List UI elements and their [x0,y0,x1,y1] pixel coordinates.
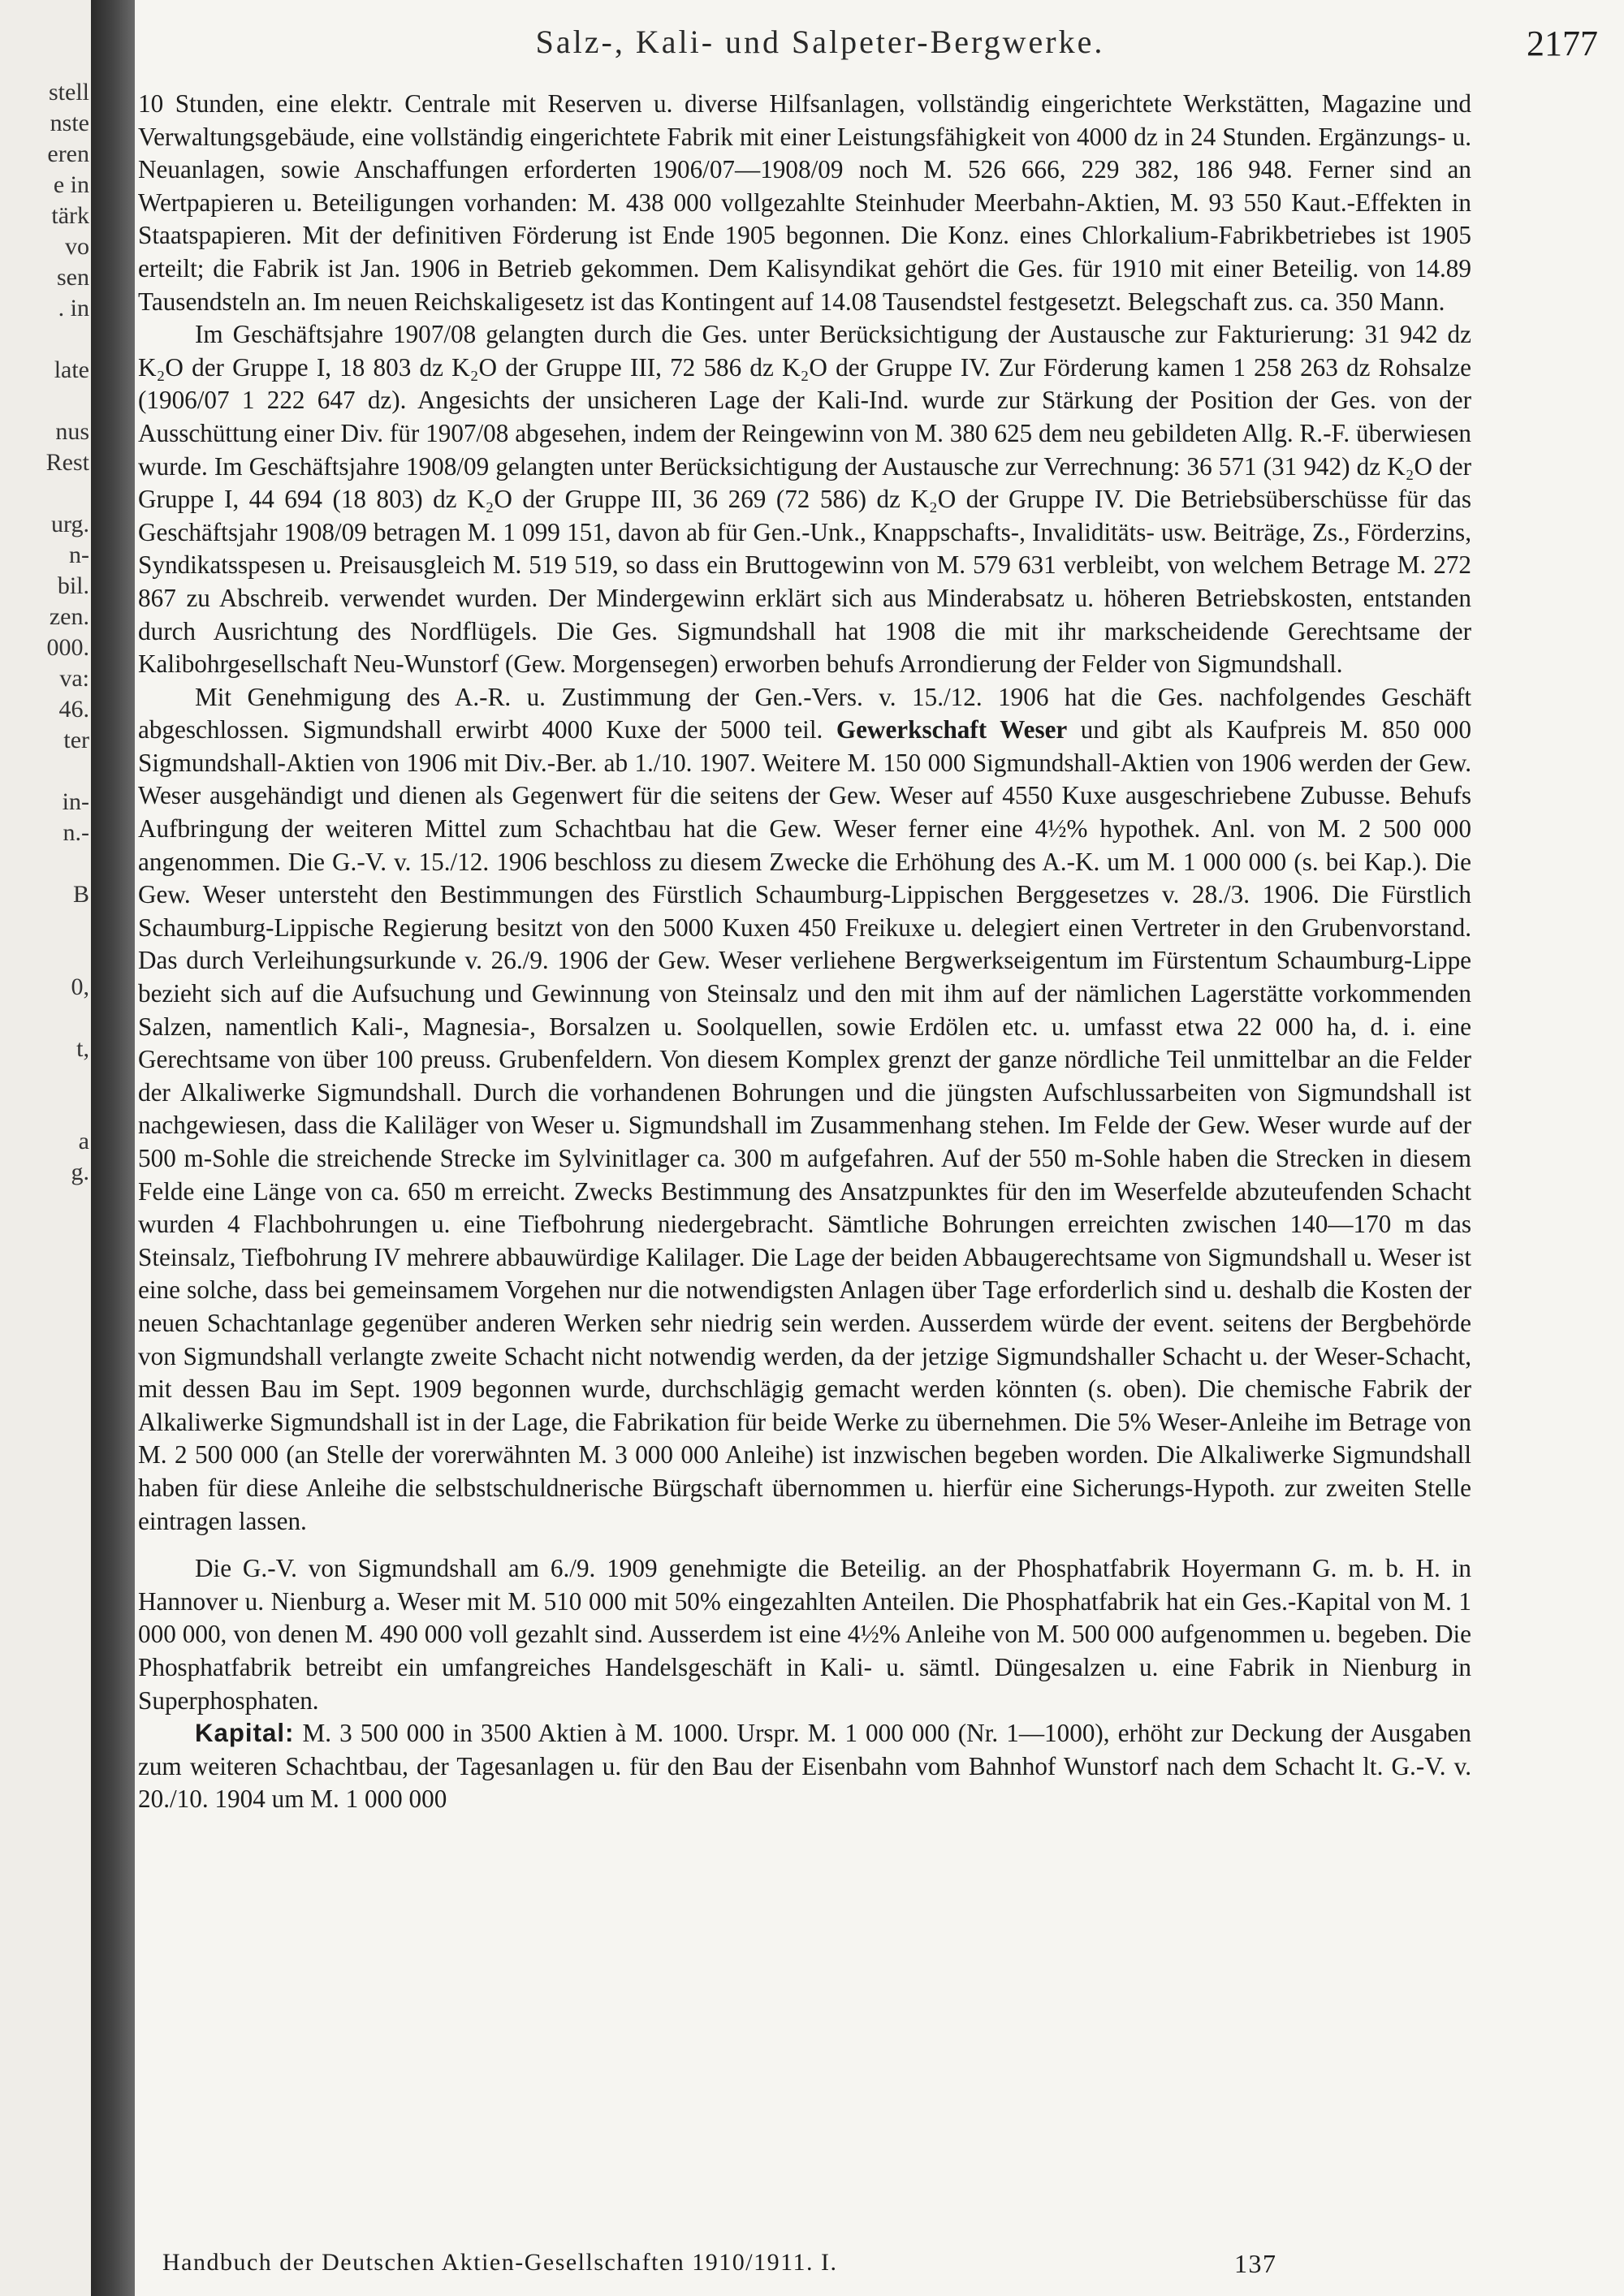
facing-page-fragment: vo [65,233,89,260]
facing-page-fragment: va: [59,665,89,692]
facing-page-fragment: Rest [45,449,89,476]
facing-page-fragment [2,1404,89,1435]
paragraph-capital [138,1717,1471,1816]
facing-page-fragment: g. [71,1159,89,1185]
facing-page-fragment [2,1435,89,1465]
page-body [138,88,1471,1816]
facing-page-fragment [2,1311,89,1342]
facing-page-fragment: nus [55,418,89,445]
facing-page-text-fragments [2,77,89,1465]
facing-page-fragment [2,1188,89,1219]
facing-page-fragment: B [72,881,89,908]
facing-page-fragment [2,1003,89,1034]
facing-page-fragment [2,910,89,941]
paragraph-phosphate-factory: Die G.-V. von Sigmundshall am 6./9. 1909 genehmigte die Beteilig. an der Phosphatfabrik Hoyermann G. m. b. H. in Hannover u. Nienburg a. Weser mit M. 510 000 mit 50% eingezahlten Anteilen. Die Phosphatfabrik hat ein Ges.-Kapital von M. 1 000 000, von denen M. 490 000 voll gezahlt sind. Ausserdem ist eine 4½% Anleihe von M. 500 000 aufgenommen u. begeben. Die Phosphatfabrik betreibt ein umfangreiches Handelsgeschäft in Kali- u. sämtl. Düngesalzen u. eine Fabrik in Nienburg in Superphosphaten. [138,1554,1471,1715]
facing-page-fragment: 46. [58,696,89,723]
facing-page-fragment: 0, [71,973,89,1000]
facing-page-fragment: n.- [63,819,89,846]
paragraph-text-before: Mit Genehmigung des A.-R. u. Zustimmung der Gen.-Vers. v. 15./12. 1906 hat die Ges. nachfolgendes Geschäft abgeschlossen. Sigmundshall erwirbt 4000 Kuxe der 5000 teil. [138,682,1471,744]
capital-text: M. 3 500 000 in 3500 Aktien à M. 1000. Urspr. M. 1 000 000 (Nr. 1—1000), erhöht zur Deckung der Ausgaben zum weiteren Schachtbau, der Tagesanlagen u. für den Bau der Eisenbahn vom Bahnhof Wunstorf nach dem Schacht lt. G.-V. v. 20./10. 1904 um M. 1 000 000 [138,1719,1471,1814]
section-title: Salz-, Kali- und Salpeter-Bergwerke. [535,24,1105,60]
footer-reference: Handbuch der Deutschen Aktien-Gesellschaften 1910/1911. I. [162,2249,838,2276]
paragraph-weser-acquisition [138,681,1471,1538]
facing-page-fragment: ter [63,727,89,753]
facing-page-fragment: sen [57,264,89,291]
facing-page-fragment [2,1249,89,1280]
facing-page-fragment: urg. [51,511,89,537]
paragraph-text-after: und gibt als Kaufpreis M. 850 000 Sigmundshall-Aktien von 1906 mit Div.-Ber. ab 1./10. 1907. Weitere M. 150 000 Sigmundshall-Aktien von 1906 werden der Gew. Weser ausgehändigt und dienen als Gegenwert für die seitens der Gew. Weser auf 4550 Kuxe ausgeschriebene Zubusse. Behufs Aufbringung der weiteren Mittel zum Schachtbau hat die Gew. Weser ferner eine 4½% hypothek. Anl. von M. 2 500 000 angenommen. Die G.-V. v. 15./12. 1906 beschloss zu diesem Zwecke die Erhöhung des A.-K. um M. 1 000 000 (s. bei Kap.). Die Gew. Weser untersteht den Bestimmungen des Fürstlich Schaumburg-Lippischen Berggesetzes v. 28./3. 1906. Die Fürstlich Schaumburg-Lippische Regierung besitzt von den 5000 Kuxen 450 Freikuxe u. delegiert einen Vertreter in den Grubenvorstand. Das durch Verleihungsurkunde v. 26./9. 1906 der Gew. Weser verliehene Bergwerkseigentum im Fürstentum Schaumburg-Lippe bezieht sich auf die Aufsuchung und Gewinnung von Steinsalz und den mit ihm auf der nämlichen Lagerstätte vorkommenden Salzen, namentlich Kali-, Magnesia-, Borsalzen u. Soolquellen, sowie Erdölen etc. u. umfasst etwa 22 000 ha, d. i. eine Gerechtsame von über 100 preuss. Grubenfeldern. Von diesem Komplex grenzt der ganze nördliche Teil unmittelbar an die Felder der Alkaliwerke Sigmundshall. Durch die vorhandenen Bohrungen und die jüngsten Aufschlussarbeiten von Sigmundshall ist nachgewiesen, dass die Kaliläger von Weser u. Sigmundshall im Zusammenhang stehen. Im Felde der Gew. Weser wurde auf der 500 m-Sohle die streichende Strecke im Sylvinitlager ca. 300 m aufgefahren. Auf der 550 m-Sohle haben die Strecken in diesem Felde eine Länge von ca. 650 m erreicht. Zwecks Bestimmung des Ansatzpunktes für den im Weserfelde abzuteufenden Schacht wurden 4 Flachbohrungen u. eine Tiefbohrung niedergebracht. Sämtliche Bohrungen erreichten zwischen 140—170 m das Steinsalz, Tiefbohrung IV mehrere abbauwürdige Kalilager. Die Lage der beiden Abbaugerechtsame von Sigmundshall u. Weser ist eine solche, dass bei gemeinsamem Vorgehen nur die notwendigsten Anlagen über Tage erforderlich sind u. deshalb die Kosten der neuen Schachtanlage gegenüber anderen Werken sehr niedrig sein werden. Ausserdem würde der event. seitens der Bergbehörde von Sigmundshall verlangte zweite Schacht nicht notwendig werden, da der jetzige Sigmundshaller Schacht u. der Weser-Schacht, mit dessen Bau im Sept. 1909 begonnen wurde, durchschlägig gemacht werden könnten (s. oben). Die chemische Fabrik der Alkaliwerke Sigmundshall ist in der Lage, die Fabrikation für beide Werke zu übernehmen. Die 5% Weser-Anleihe im Betrage von M. 2 500 000 (an Stelle der vorerwähnten M. 3 000 000 Anleihe) ist inzwischen begeben worden. Die Alkaliwerke Sigmundshall haben für diese Anleihe die selbstschuldnerische Bürgschaft übernommen u. hierfür eine Sicherungs-Hypoth. zur zweiten Stelle eintragen lassen. [138,715,1471,1535]
facing-page-fragment: t, [76,1035,89,1062]
facing-page-fragment: bil. [57,572,89,599]
facing-page-fragment [2,1219,89,1249]
facing-page-fragment [2,1373,89,1404]
paragraph-business-year: Im Geschäftsjahre 1907/08 gelangten durch die Ges. unter Berücksichtigung der Austausche zur Fakturierung: 31 942 dz K₂O der Gruppe I, 18 803 dz K₂O der Gruppe III, 72 586 dz K₂O der Gruppe IV. Zur Förderung kamen 1 258 263 dz Rohsalze (1906/07 1 222 647 dz). Angesichts der unsicheren Lage der Kali-Ind. wurde zur Stärkung der Position der Ges. von der Ausschüttung einer Div. für 1907/08 abgesehen, indem der Reingewinn von M. 380 625 dem neu gebildeten Allg. R.-F. überwiesen wurde. Im Geschäftsjahre 1908/09 gelangten unter Berücksichtigung der Austausche zur Verrechnung: 36 571 (31 942) dz K₂O der Gruppe I, 44 694 (18 803) dz K₂O der Gruppe III, 36 269 (72 586) dz K₂O der Gruppe IV. Die Betriebsüberschüsse für das Geschäftsjahr 1908/09 betragen M. 1 099 151, davon ab für Gen.-Unk., Knappschafts-, Invaliditäts- usw. Beiträge, Zs., Förderzins, Syndikatsspesen u. Preisausgleich M. 519 519, so dass ein Bruttogewinn von M. 579 631 verbleibt, von welchem Betrage M. 272 867 zu Abschreib. verwendet wurden. Der Mindergewinn erklärt sich aus Minderabsatz u. höheren Betriebskosten, entstanden durch Ausrichtung des Nordflügels. Die Ges. Sigmundshall hat 1908 die mit ihr markscheidende Gerechtsame der Kalibohrgesellschaft Neu-Wunstorf (Gew. Morgensegen) erworben behufs Arrondierung der Felder von Sigmundshall. [138,320,1471,679]
page-footer [162,2249,1510,2290]
capital-label: Kapital: [195,1719,295,1748]
page-number: 2177 [1527,24,1598,63]
facing-page-fragment [2,324,89,355]
facing-page-fragment [2,848,89,879]
facing-page-fragment: zen. [49,603,89,630]
facing-page-fragment [2,1064,89,1095]
facing-page-fragment [2,1280,89,1311]
facing-page-fragment: n- [69,542,89,568]
facing-page-fragment [2,756,89,787]
facing-page-fragment: . in [58,295,89,322]
facing-page-fragment [2,386,89,416]
facing-page-fragment: e in [53,171,89,198]
facing-page-fragment: 000. [46,634,89,661]
facing-page-fragment: tärk [51,202,89,229]
facing-page-fragment: a [78,1128,89,1154]
facing-page-fragment [2,1342,89,1373]
sheet-number: 137 [1234,2249,1277,2278]
facing-page-fragment: in- [62,788,89,815]
facing-page-fragment: eren [47,140,89,167]
facing-page-fragment: late [54,356,89,383]
running-header [146,23,1598,71]
book-gutter-shadow [91,0,135,2296]
facing-page-fragment [2,941,89,972]
paragraph-plant-description: 10 Stunden, eine elektr. Centrale mit Reserven u. diverse Hilfsanlagen, vollständig eingerichtete Werkstätten, Magazine und Verwaltungsgebäude, eine vollständig eingerichtete Fabrik mit einer Leistungsfähigkeit von 4000 dz in 24 Stunden. Ergänzungs- u. Neuanlagen, sowie Anschaffungen erforderten 1906/07—1908/09 noch M. 526 666, 229 382, 186 948. Ferner sind an Wertpapieren u. Beteiligungen vorhanden: M. 438 000 vollgezahlte Steinhuder Meerbahn-Aktien, M. 93 550 Kaut.-Effekten in Staatspapieren. Mit der definitiven Förderung ist Ende 1905 begonnen. Die Konz. eines Chlorkalium-Fabrikbetriebes ist 1905 erteilt; die Fabrik ist Jan. 1906 in Betrieb gekommen. Dem Kalisyndikat gehört die Ges. für 1910 mit einer Beteilig. von 14.89 Tausendsteln an. Im neuen Reichskaligesetz ist das Kontingent auf 14.08 Tausendstel festgesetzt. Belegschaft zus. ca. 350 Mann. [138,89,1471,316]
company-name-weser: Gewerkschaft Weser [836,715,1068,744]
facing-page-fragment: nste [50,110,89,136]
facing-page-fragment [2,1095,89,1126]
facing-page-fragment [2,478,89,509]
facing-page-fragment: stell [49,79,89,106]
